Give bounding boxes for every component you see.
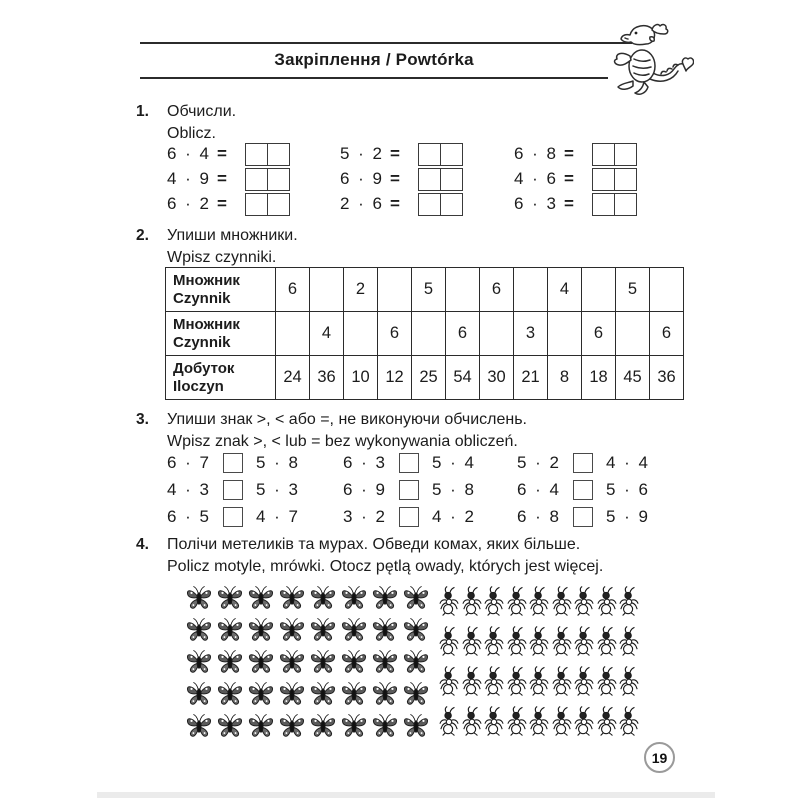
task3-column-1	[167, 452, 300, 527]
answer-cell-tens[interactable]	[593, 194, 614, 215]
multiplication-equation	[340, 193, 463, 215]
ant-icon	[528, 581, 551, 621]
butterfly-icon	[369, 710, 400, 742]
table-cell: 2	[344, 268, 378, 312]
butterfly-icon	[214, 614, 245, 646]
table-cell: 25	[412, 356, 446, 400]
multiplication-equation	[167, 143, 290, 165]
answer-cell-tens[interactable]	[246, 169, 267, 190]
answer-box[interactable]	[245, 168, 290, 191]
left-expression: 6 · 9	[343, 479, 388, 499]
equals-sign: =	[390, 144, 400, 163]
table-cell: 6	[276, 268, 310, 312]
butterfly-icon	[183, 582, 214, 614]
butterfly-icon	[214, 646, 245, 678]
comparison-sign-box[interactable]	[573, 480, 593, 500]
comparison-row	[517, 452, 650, 473]
equals-sign: =	[217, 194, 227, 213]
answer-cell-ones[interactable]	[614, 169, 636, 190]
table-row	[166, 356, 684, 400]
butterfly-icon	[338, 710, 369, 742]
answer-cell-tens[interactable]	[246, 144, 267, 165]
right-expression: 5 · 8	[432, 479, 477, 499]
multiplication-equation	[514, 193, 637, 215]
table-row	[166, 312, 684, 356]
butterfly-icon	[369, 614, 400, 646]
answer-box[interactable]	[245, 193, 290, 216]
task1-number: 1.	[136, 103, 149, 120]
butterfly-icon	[183, 710, 214, 742]
left-expression: 5 · 2	[517, 452, 562, 472]
left-expression: 4 · 3	[167, 479, 212, 499]
comparison-sign-box[interactable]	[399, 453, 419, 473]
empty-factor-cell[interactable]	[616, 312, 650, 356]
right-expression: 5 · 3	[256, 479, 301, 499]
empty-factor-cell[interactable]	[514, 268, 548, 312]
table-cell: 8	[548, 356, 582, 400]
ant-icon	[483, 581, 506, 621]
multiplication-equation	[167, 168, 290, 190]
comparison-sign-box[interactable]	[399, 480, 419, 500]
right-expression: 4 · 2	[432, 506, 477, 526]
answer-cell-tens[interactable]	[419, 144, 440, 165]
header-rule-top	[140, 42, 632, 44]
equals-sign: =	[217, 144, 227, 163]
empty-factor-cell[interactable]	[276, 312, 310, 356]
left-expression: 6 · 5	[167, 506, 212, 526]
table-cell: 4	[548, 268, 582, 312]
ant-icon	[573, 621, 596, 661]
butterfly-icon	[338, 646, 369, 678]
ant-icon	[483, 661, 506, 701]
answer-cell-tens[interactable]	[419, 194, 440, 215]
empty-factor-cell[interactable]	[412, 312, 446, 356]
row-header: Множник Czynnik	[166, 268, 276, 312]
ant-icon	[438, 581, 461, 621]
answer-cell-tens[interactable]	[419, 169, 440, 190]
row-header: Множник Czynnik	[166, 312, 276, 356]
empty-factor-cell[interactable]	[480, 312, 514, 356]
comparison-row	[517, 479, 650, 500]
task3-column-3	[517, 452, 650, 527]
empty-factor-cell[interactable]	[582, 268, 616, 312]
butterfly-icon	[338, 614, 369, 646]
butterfly-icon	[400, 614, 431, 646]
equals-sign: =	[390, 169, 400, 188]
butterfly-icon	[369, 646, 400, 678]
butterfly-icon	[245, 646, 276, 678]
answer-box[interactable]	[418, 143, 463, 166]
equation-expression: 6 · 3	[514, 194, 559, 213]
butterfly-icon	[307, 582, 338, 614]
equals-sign: =	[390, 194, 400, 213]
butterfly-icon	[400, 646, 431, 678]
task2-title-uk: Упиши множники.	[167, 227, 298, 244]
comparison-sign-box[interactable]	[223, 453, 243, 473]
butterfly-icon	[245, 582, 276, 614]
ant-icon	[551, 581, 574, 621]
task1-title-pl: Oblicz.	[167, 125, 216, 142]
ant-icon	[551, 701, 574, 741]
ant-icon	[596, 701, 619, 741]
ant-icon	[506, 701, 529, 741]
table-cell: 45	[616, 356, 650, 400]
equals-sign: =	[564, 169, 574, 188]
table-cell: 6	[582, 312, 616, 356]
ant-icon	[461, 661, 484, 701]
ant-icon	[483, 621, 506, 661]
comparison-row	[167, 479, 300, 500]
comparison-row	[517, 506, 650, 527]
ant-grid[interactable]	[438, 581, 641, 741]
answer-cell-tens[interactable]	[593, 144, 614, 165]
table-cell: 4	[310, 312, 344, 356]
task2-number: 2.	[136, 227, 149, 244]
ant-icon	[506, 661, 529, 701]
task3-title-uk: Упиши знак >, < або =, не виконуючи обчислень.	[167, 411, 527, 428]
table-cell: 36	[650, 356, 684, 400]
ant-icon	[596, 581, 619, 621]
left-expression: 6 · 8	[517, 506, 562, 526]
equals-sign: =	[217, 169, 227, 188]
butterfly-icon	[307, 710, 338, 742]
task1-title-uk: Обчисли.	[167, 103, 237, 120]
task4-number: 4.	[136, 536, 149, 553]
answer-cell-ones[interactable]	[440, 194, 462, 215]
ant-icon	[551, 621, 574, 661]
ant-icon	[596, 621, 619, 661]
empty-factor-cell[interactable]	[650, 268, 684, 312]
ant-icon	[573, 581, 596, 621]
ant-icon	[618, 621, 641, 661]
table-cell: 24	[276, 356, 310, 400]
equation-expression: 5 · 2	[340, 144, 385, 163]
equation-expression: 4 · 9	[167, 169, 212, 188]
table-cell: 12	[378, 356, 412, 400]
answer-cell-ones[interactable]	[267, 144, 289, 165]
answer-cell-ones[interactable]	[614, 144, 636, 165]
ant-icon	[573, 661, 596, 701]
butterfly-icon	[400, 710, 431, 742]
page-edge-shadow	[97, 792, 715, 798]
right-expression: 4 · 4	[606, 452, 651, 472]
comparison-row	[167, 452, 300, 473]
page-title: Закріплення / Powtórka	[274, 50, 474, 69]
empty-factor-cell[interactable]	[548, 312, 582, 356]
answer-cell-tens[interactable]	[593, 169, 614, 190]
ant-icon	[528, 661, 551, 701]
task4-title-pl: Policz motyle, mrówki. Otocz pętlą owady, których jest więcej.	[167, 558, 604, 575]
table-cell: 6	[378, 312, 412, 356]
ant-icon	[528, 621, 551, 661]
ant-icon	[596, 661, 619, 701]
answer-cell-ones[interactable]	[440, 144, 462, 165]
table-cell: 18	[582, 356, 616, 400]
ant-icon	[438, 621, 461, 661]
butterfly-icon	[183, 678, 214, 710]
empty-factor-cell[interactable]	[446, 268, 480, 312]
table-cell: 6	[480, 268, 514, 312]
ant-icon	[483, 701, 506, 741]
comparison-sign-box[interactable]	[399, 507, 419, 527]
left-expression: 6 · 3	[343, 452, 388, 472]
answer-box[interactable]	[592, 143, 637, 166]
ant-icon	[438, 701, 461, 741]
answer-cell-ones[interactable]	[267, 169, 289, 190]
left-expression: 6 · 7	[167, 452, 212, 472]
answer-cell-ones[interactable]	[267, 194, 289, 215]
task1-column-3	[514, 143, 637, 215]
ant-icon	[461, 701, 484, 741]
empty-factor-cell[interactable]	[378, 268, 412, 312]
butterfly-icon	[276, 582, 307, 614]
ant-icon	[573, 701, 596, 741]
comparison-row	[343, 506, 476, 527]
ant-icon	[618, 661, 641, 701]
task3-column-2	[343, 452, 476, 527]
butterfly-icon	[338, 678, 369, 710]
table-cell: 21	[514, 356, 548, 400]
butterfly-icon	[245, 710, 276, 742]
table-cell: 6	[446, 312, 480, 356]
answer-cell-ones[interactable]	[440, 169, 462, 190]
butterfly-icon	[245, 614, 276, 646]
ant-icon	[618, 701, 641, 741]
equation-expression: 6 · 4	[167, 144, 212, 163]
butterfly-icon	[214, 582, 245, 614]
butterfly-icon	[400, 582, 431, 614]
table-cell: 10	[344, 356, 378, 400]
equation-expression: 4 · 6	[514, 169, 559, 188]
empty-factor-cell[interactable]	[310, 268, 344, 312]
butterfly-icon	[183, 614, 214, 646]
answer-box[interactable]	[418, 193, 463, 216]
ant-icon	[461, 581, 484, 621]
ant-icon	[506, 581, 529, 621]
equation-expression: 2 · 6	[340, 194, 385, 213]
butterfly-icon	[307, 614, 338, 646]
comparison-row	[343, 452, 476, 473]
butterfly-icon	[400, 678, 431, 710]
task3-number: 3.	[136, 411, 149, 428]
multiplication-equation	[514, 168, 637, 190]
comparison-sign-box[interactable]	[223, 480, 243, 500]
butterfly-icon	[338, 582, 369, 614]
comparison-row	[343, 479, 476, 500]
answer-box[interactable]	[592, 168, 637, 191]
task2-title-pl: Wpisz czynniki.	[167, 249, 277, 266]
comparison-sign-box[interactable]	[223, 507, 243, 527]
butterfly-icon	[369, 582, 400, 614]
task3-title-pl: Wpisz znak >, < lub = bez wykonywania obliczeń.	[167, 433, 518, 450]
task4-title-uk: Полічи метеликів та мурах. Обведи комах, яких більше.	[167, 536, 581, 553]
butterfly-icon	[307, 678, 338, 710]
ant-icon	[461, 621, 484, 661]
table-cell: 5	[616, 268, 650, 312]
answer-box[interactable]	[245, 143, 290, 166]
butterfly-icon	[214, 678, 245, 710]
factors-table-body	[166, 268, 684, 400]
left-expression: 6 · 4	[517, 479, 562, 499]
butterfly-icon	[276, 710, 307, 742]
butterfly-icon	[276, 678, 307, 710]
right-expression: 5 · 6	[606, 479, 651, 499]
task1-column-1	[167, 143, 290, 215]
butterfly-icon	[276, 646, 307, 678]
ant-icon	[506, 621, 529, 661]
equation-expression: 6 · 2	[167, 194, 212, 213]
left-expression: 3 · 2	[343, 506, 388, 526]
table-cell: 36	[310, 356, 344, 400]
answer-cell-tens[interactable]	[246, 194, 267, 215]
table-cell: 3	[514, 312, 548, 356]
ant-icon	[618, 581, 641, 621]
header-rule-bottom	[140, 77, 608, 79]
dragon-icon	[606, 22, 694, 102]
answer-box[interactable]	[418, 168, 463, 191]
ant-icon	[528, 701, 551, 741]
right-expression: 5 · 4	[432, 452, 477, 472]
answer-box[interactable]	[592, 193, 637, 216]
butterfly-icon	[245, 678, 276, 710]
table-cell: 6	[650, 312, 684, 356]
factors-table	[165, 267, 684, 400]
equals-sign: =	[564, 194, 574, 213]
butterfly-icon	[369, 678, 400, 710]
butterfly-grid[interactable]	[183, 582, 431, 742]
comparison-sign-box[interactable]	[573, 507, 593, 527]
right-expression: 5 · 8	[256, 452, 301, 472]
table-row	[166, 268, 684, 312]
right-expression: 4 · 7	[256, 506, 301, 526]
page-number: 19	[651, 749, 668, 766]
task1-column-2	[340, 143, 463, 215]
row-header: Добуток Iloczyn	[166, 356, 276, 400]
comparison-sign-box[interactable]	[573, 453, 593, 473]
table-cell: 54	[446, 356, 480, 400]
ant-icon	[551, 661, 574, 701]
butterfly-icon	[276, 614, 307, 646]
multiplication-equation	[514, 143, 637, 165]
butterfly-icon	[214, 710, 245, 742]
butterfly-icon	[183, 646, 214, 678]
page-number-badge	[644, 742, 675, 773]
table-cell: 5	[412, 268, 446, 312]
right-expression: 5 · 9	[606, 506, 651, 526]
equals-sign: =	[564, 144, 574, 163]
butterfly-icon	[307, 646, 338, 678]
ant-icon	[438, 661, 461, 701]
empty-factor-cell[interactable]	[344, 312, 378, 356]
table-cell: 30	[480, 356, 514, 400]
equation-expression: 6 · 9	[340, 169, 385, 188]
multiplication-equation	[340, 143, 463, 165]
multiplication-equation	[340, 168, 463, 190]
answer-cell-ones[interactable]	[614, 194, 636, 215]
multiplication-equation	[167, 193, 290, 215]
equation-expression: 6 · 8	[514, 144, 559, 163]
comparison-row	[167, 506, 300, 527]
